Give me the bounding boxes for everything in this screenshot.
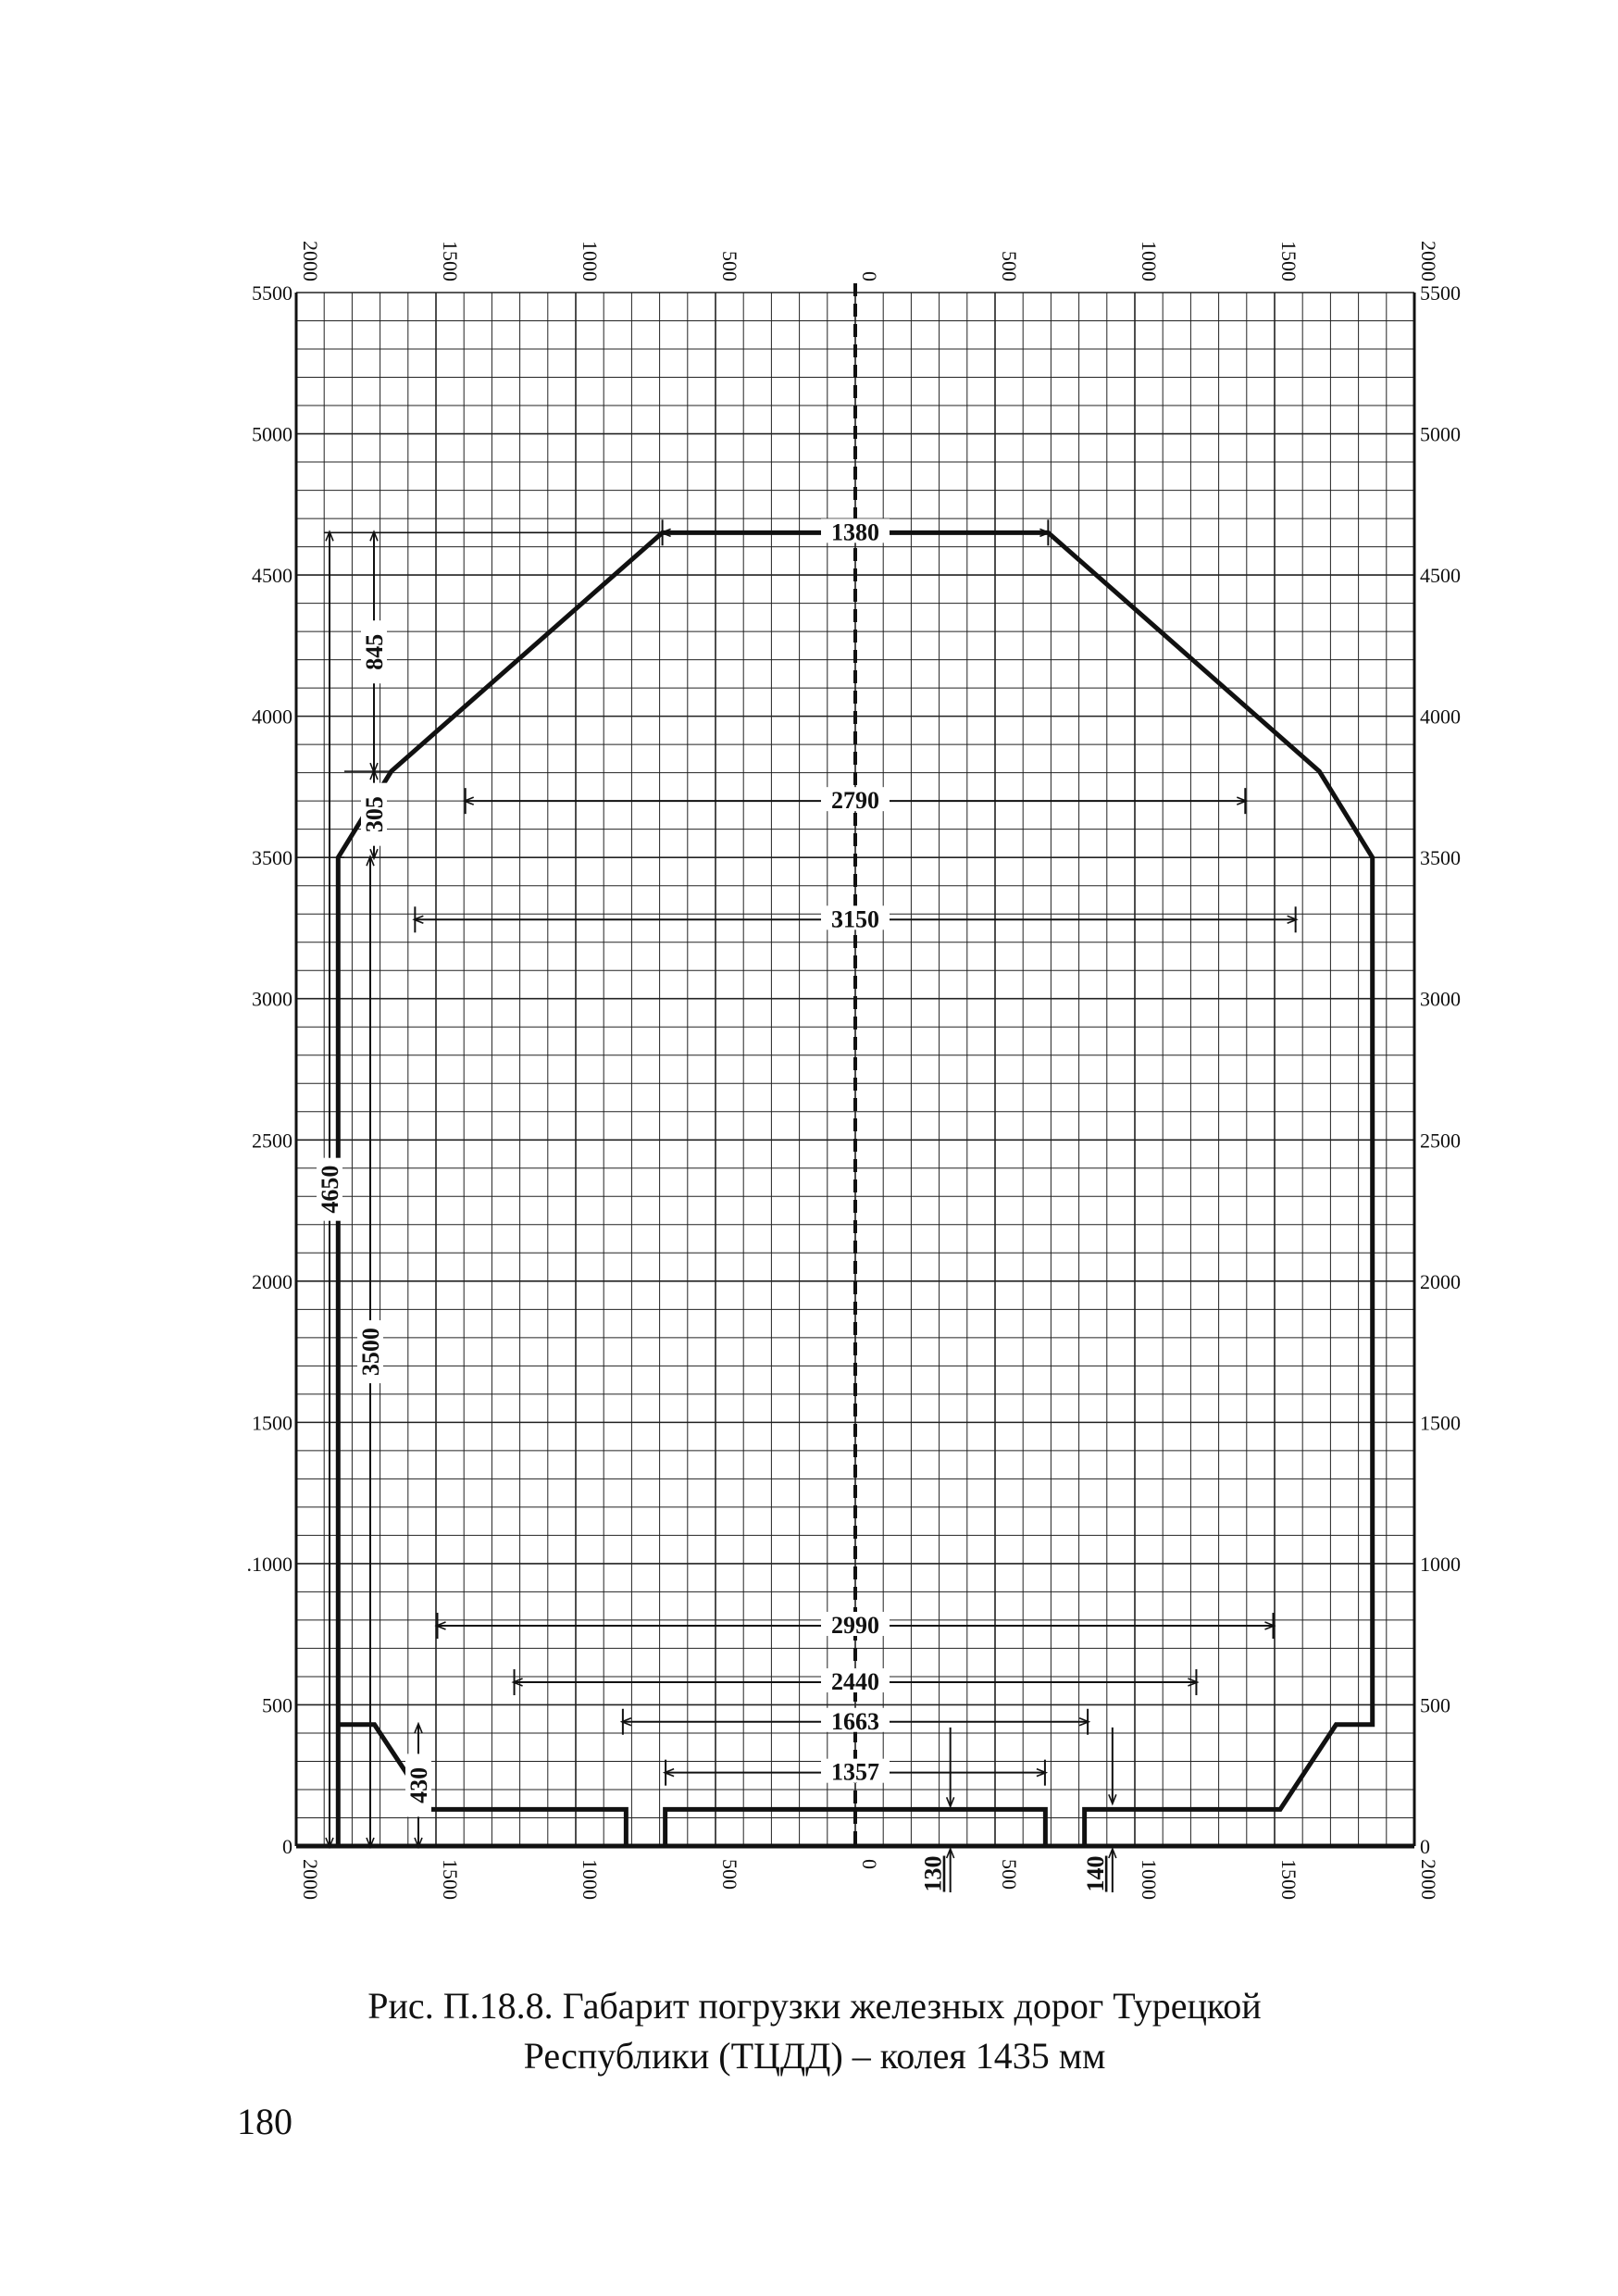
dimension-label: 3500: [357, 1328, 384, 1377]
axis-right-label: 5500: [1420, 281, 1461, 305]
axis-left-label: 3500: [252, 846, 292, 870]
axis-right-label: 2000: [1420, 1269, 1461, 1293]
axis-left-label: 4000: [252, 705, 292, 729]
dimension-label: 2990: [831, 1612, 879, 1640]
dimension-label: 845: [361, 633, 388, 670]
axis-right-label: 4500: [1420, 564, 1461, 588]
axis-top-label: 1000: [579, 241, 602, 281]
axis-right-label: 5000: [1420, 422, 1461, 446]
axis-right-label: 4000: [1420, 705, 1461, 729]
axis-right-label: 0: [1420, 1835, 1430, 1858]
dimension-label: 305: [361, 796, 388, 833]
axis-top-label: 0: [858, 271, 881, 281]
callout-label: 140: [1081, 1855, 1109, 1892]
axis-top-label: 2000: [299, 241, 322, 281]
axis-left-label: 500: [262, 1693, 292, 1717]
axis-right-label: 3500: [1420, 846, 1461, 870]
caption-line-1: Рис. П.18.8. Габарит погрузки железных дорог Турецкой: [367, 1985, 1262, 2027]
axis-bottom-label: 2000: [299, 1859, 322, 1900]
axis-top-label: 2000: [1417, 241, 1440, 281]
axis-right-label: 500: [1420, 1693, 1450, 1717]
axis-top-label: 500: [998, 251, 1021, 281]
axis-left-label: 2500: [252, 1129, 292, 1153]
page-number: 180: [237, 2101, 292, 2142]
callout-label: 130: [919, 1855, 947, 1892]
vertical-dimensions: [317, 532, 663, 1846]
dimension-label: 2440: [831, 1668, 879, 1696]
dimension-label: 1663: [831, 1707, 879, 1735]
axis-left-label: 5500: [252, 281, 292, 305]
dimension-label: 4650: [317, 1165, 343, 1214]
axis-bottom-label: 2000: [1417, 1859, 1440, 1900]
axis-bottom-label: 500: [718, 1859, 741, 1890]
dimension-label: 1357: [831, 1758, 879, 1786]
axis-bottom-label: 1000: [1138, 1859, 1161, 1900]
axis-left-label: 4500: [252, 564, 292, 588]
axis-left-label: 3000: [252, 987, 292, 1011]
axis-top-label: 1500: [1277, 241, 1301, 281]
axis-bottom-label: 1500: [439, 1859, 462, 1900]
axis-bottom-label: 1500: [1277, 1859, 1301, 1900]
axis-left-label: 5000: [252, 422, 292, 446]
dimension-label: 430: [405, 1766, 432, 1803]
axis-right-label: 1500: [1420, 1411, 1461, 1435]
axis-left-label: .1000: [246, 1552, 292, 1576]
axis-right-label: 2500: [1420, 1129, 1461, 1153]
caption-line-2: Республики (ТЦДД) – колея 1435 мм: [523, 2035, 1106, 2077]
axis-right-label: 1000: [1420, 1552, 1461, 1576]
axis-bottom-label: 500: [998, 1859, 1021, 1890]
axis-left-label: 2000: [252, 1269, 292, 1293]
figure-caption: [278, 1981, 1351, 2081]
dimension-label: 3150: [831, 905, 879, 933]
axis-bottom-label: 0: [858, 1859, 881, 1869]
axis-top-label: 1500: [439, 241, 462, 281]
axis-left-label: 1500: [252, 1411, 292, 1435]
axis-right-label: 3000: [1420, 987, 1461, 1011]
dimension-label: 1380: [831, 518, 879, 546]
dimension-label: 2790: [831, 787, 879, 815]
axis-top-label: 1000: [1138, 241, 1161, 281]
axis-top-label: 500: [718, 251, 741, 281]
axis-left-label: 0: [282, 1835, 292, 1858]
axis-bottom-label: 1000: [579, 1859, 602, 1900]
